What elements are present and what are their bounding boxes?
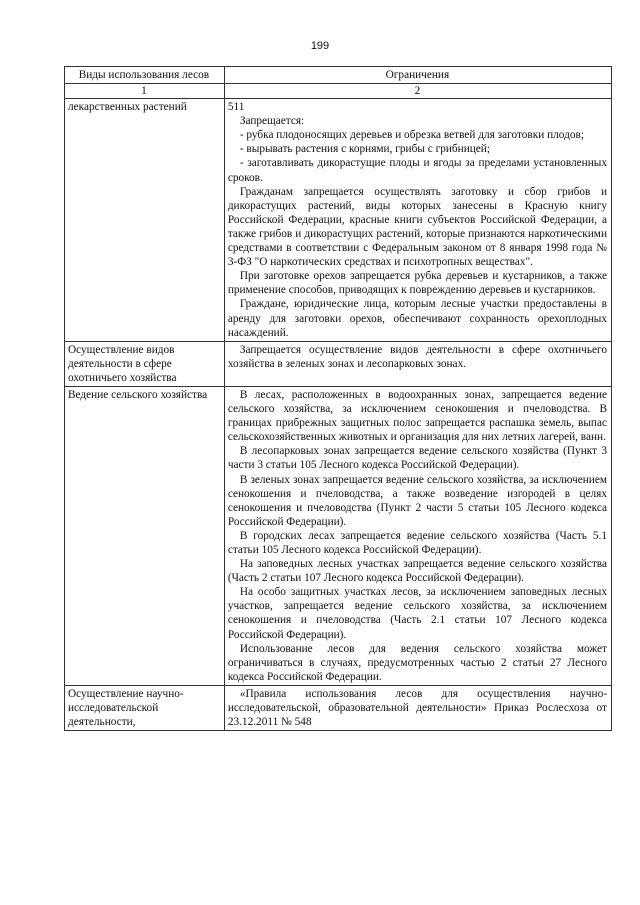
paragraph: - вырывать растения с корнями, грибы с грибницей; — [239, 143, 490, 156]
restrictions-cell — [224, 99, 611, 342]
paragraph: В лесах, расположенных в водоохранных зонах, запрещается ведение сельского хозяйства, за исключением сенокошения и пчеловодства. В границах прибрежных защитных полос запрещается распашка земель, выпас сельскохозяйственных животных и организация для них летних лагерей, ванн. — [227, 388, 607, 444]
paragraph: - заготавливать дикорастущие плоды и ягоды за пределами установленных сроков. — [227, 157, 607, 184]
paragraph: Использование лесов для ведения сельского хозяйства может ограничиваться в случаях, предусмотренных частью 2 статьи 27 Лесного кодекса Российской Федерации. — [227, 642, 607, 683]
paragraph: Запрещается осуществление видов деятельности в сфере охотничьего хозяйства в зеленых зонах и лесопарковых зонах. — [227, 343, 607, 370]
table-header-row — [65, 67, 612, 84]
paragraph: «Правила использования лесов для осуществления научно-исследовательской, образовательной деятельности» Приказ Рослесхоза от 23.12.2011 № 548 — [227, 687, 607, 729]
paragraph: При заготовке орехов запрещается рубка деревьев и кустарников, а также применение способов, приводящих к повреждению деревьев и кустарников. — [227, 270, 607, 297]
restrictions-cell — [224, 685, 611, 730]
table-row — [65, 99, 612, 342]
paragraph: Граждане, юридические лица, которым лесные участки предоставлены в аренду для заготовки орехов, обеспечивают сохранность орехоплодных насаждений. — [227, 298, 607, 339]
column-index-1: 1 — [65, 84, 225, 99]
paragraph: Запрещается: — [239, 115, 305, 128]
paragraph: В зеленых зонах запрещается ведение сельского хозяйства, за исключением сенокошения и пчеловодства, а также возведение изгородей в целях сенокошения и пчеловодства (Пункт 2 части 5 статьи 105 Лесного кодекса Российской Федерации). — [227, 473, 607, 528]
column-index-2: 2 — [224, 84, 611, 99]
paragraph: На особо защитных участках лесов, за исключением заповедных лесных участков, запрещается ведение сельского хозяйства, за исключением сенокошения и пчеловодства (Часть 2.1 статьи 107 Лесного кодекса Российской Федерации). — [227, 586, 607, 641]
page-number: 199 — [310, 40, 330, 52]
usage-type-cell: Осуществление видов деятельности в сфере охотничьего хозяйства — [65, 341, 225, 386]
restrictions-cell — [224, 341, 611, 386]
restrictions-table — [64, 66, 612, 731]
paragraph: Гражданам запрещается осуществлять заготовку и сбор грибов и дикорастущих растений, виды которых занесены в Красную книгу Российской Федерации, красные книги субъектов Российской Федерации, а также грибов и дикорастущих растений, которые признаются наркотическими средствами в соответствии с Федеральным законом от 8 января 1998 года № 3-ФЗ "О наркотических средствах и психотропных веществах". — [227, 185, 607, 269]
column-header-usage-types: Виды использования лесов — [65, 67, 225, 84]
table-row — [65, 341, 612, 386]
page-ref-number: 511 — [227, 101, 245, 114]
paragraph: На заповедных лесных участках запрещается ведение сельского хозяйства (Часть 2 статьи 107 Лесного кодекса Российской Федерации). — [227, 558, 607, 585]
paragraph: - рубка плодоносящих деревьев и обрезка ветвей для заготовки плодов; — [239, 129, 584, 142]
usage-type-cell: Ведение сельского хозяйства — [65, 386, 225, 685]
usage-type-cell: Осуществление научно-исследовательской деятельности, — [65, 685, 225, 730]
paragraph: В городских лесах запрещается ведение сельского хозяйства (Часть 5.1 статьи 105 Лесного кодекса Российской Федерации). — [227, 529, 607, 556]
paragraph: В лесопарковых зонах запрещается ведение сельского хозяйства (Пункт 3 части 3 статьи 105 Лесного кодекса Российской Федерации). — [227, 445, 607, 472]
table-row — [65, 685, 612, 730]
usage-type-cell: лекарственных растений — [65, 99, 225, 342]
column-header-restrictions: Ограничения — [224, 67, 611, 84]
table-row — [65, 386, 612, 685]
column-index-row — [65, 84, 612, 99]
restrictions-cell — [224, 386, 611, 685]
